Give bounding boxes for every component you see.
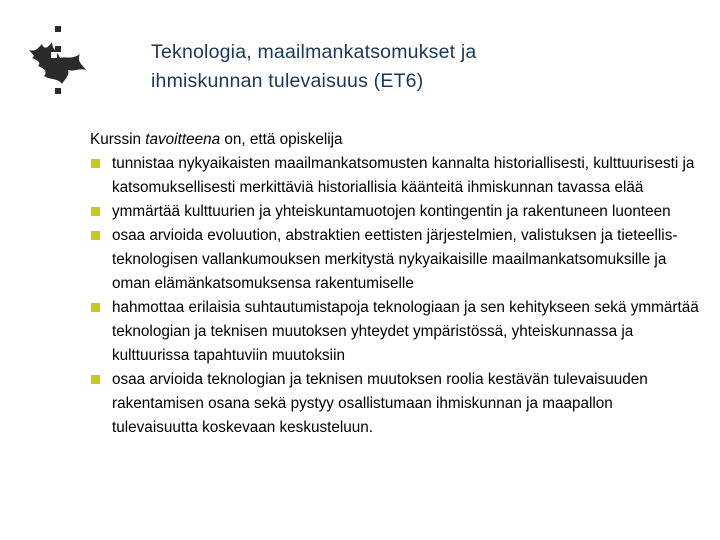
list-item (90, 296, 700, 368)
intro-after: on, että opiskelija (220, 131, 343, 148)
bullet-text: tunnistaa nykyaikaisten maailmankatsomusten kannalta historiallisesti, kulttuurisesti ja katsomuksellisesti merkittäviä historiallisia käänteitä ihmiskunnan tavassa elää (112, 155, 695, 196)
intro-before: Kurssin (90, 131, 146, 148)
bullet-text: osaa arvioida evoluution, abstraktien eettisten järjestelmien, valistuksen ja tieteellis-teknologisen vallankumouksen merkitystä nykyaikaisille maailmankatsomuksille ja oman elämänkatsomuksensa rakentumiselle (112, 227, 678, 292)
bullet-text: hahmottaa erilaisia suhtautumistapoja teknologiaan ja sen kehitykseen sekä ymmärtää teknologian ja teknisen muutoksen yhteydet ympäristössä, yhteiskunnassa ja kulttuurissa tapahtuviin muutoksiin (112, 299, 699, 364)
list-item (90, 200, 700, 224)
intro-text (90, 128, 700, 152)
list-item (90, 368, 700, 440)
list-item (90, 224, 700, 296)
bullet-square-icon (91, 159, 100, 168)
bullet-square-icon (91, 207, 100, 216)
list-item (90, 152, 700, 200)
title-line-2: ihmiskunnan tulevaisuus (ET6) (151, 70, 424, 92)
title-line-1: Teknologia, maailmankatsomukset ja (151, 41, 477, 63)
university-logo-icon (14, 22, 92, 100)
bullet-square-icon (91, 231, 100, 240)
slide-title (151, 38, 691, 96)
bullet-square-icon (91, 375, 100, 384)
intro-emphasis: tavoitteena (145, 131, 221, 148)
bullet-text: ymmärtää kulttuurien ja yhteiskuntamuotojen kontingentin ja rakentuneen luonteen (112, 203, 671, 220)
slide-content (90, 128, 700, 440)
objectives-list (90, 152, 700, 440)
bullet-square-icon (91, 303, 100, 312)
bullet-text: osaa arvioida teknologian ja teknisen muutoksen roolia kestävän tulevaisuuden rakentamisen osana sekä pystyy osallistumaan ihmiskunnan ja maapallon tulevaisuutta koskevaan keskusteluun. (112, 371, 648, 436)
